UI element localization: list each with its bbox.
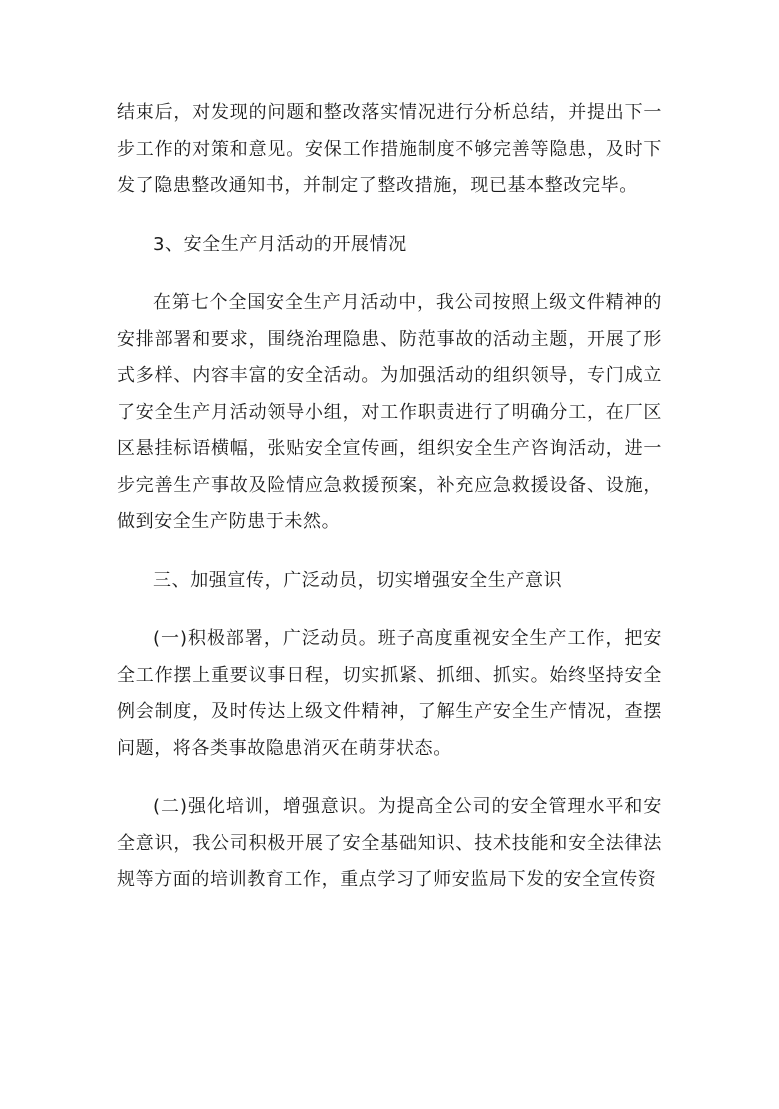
document-page [117, 95, 662, 899]
heading-safety-month: 3、安全生产月活动的开展情况 [153, 233, 407, 255]
heading-section-three: 三、加强宣传，广泛动员，切实增强安全生产意识 [153, 569, 563, 591]
paragraph-safety-month-activities: 在第七个全国安全生产月活动中，我公司按照上级文件精神的安排部署和要求，围绕治理隐患、防范事故的活动主题，开展了形式多样、内容丰富的安全活动。为加强活动的组织领导，专门成立了安全生产月活动领导小组，对工作职责进行了明确分工，在厂区区悬挂标语横幅，张贴安全宣传画，组织安全生产咨询活动，进一步完善生产事故及险情应急救援预案，补充应急救援设备、设施，做到安全生产防患于未然。 [117, 292, 662, 532]
paragraph-training-awareness: (二)强化培训，增强意识。为提高全公司的安全管理水平和安全意识，我公司积极开展了安全基础知识、技术技能和安全法律法规等方面的培训教育工作，重点学习了师安监局下发的安全宣传资 [117, 796, 662, 890]
paragraph-rectification-summary: 结束后，对发现的问题和整改落实情况进行分析总结，并提出下一步工作的对策和意见。安保工作措施制度不够完善等隐患，及时下发了隐患整改通知书，并制定了整改措施，现已基本整改完毕。 [117, 102, 662, 196]
paragraph-deployment-mobilization: (一)积极部署，广泛动员。班子高度重视安全生产工作，把安全工作摆上重要议事日程，切实抓紧、抓细、抓实。始终坚持安全例会制度，及时传达上级文件精神，了解生产安全生产情况，查摆问题，将各类事故隐患消灭在萌芽状态。 [117, 628, 662, 759]
